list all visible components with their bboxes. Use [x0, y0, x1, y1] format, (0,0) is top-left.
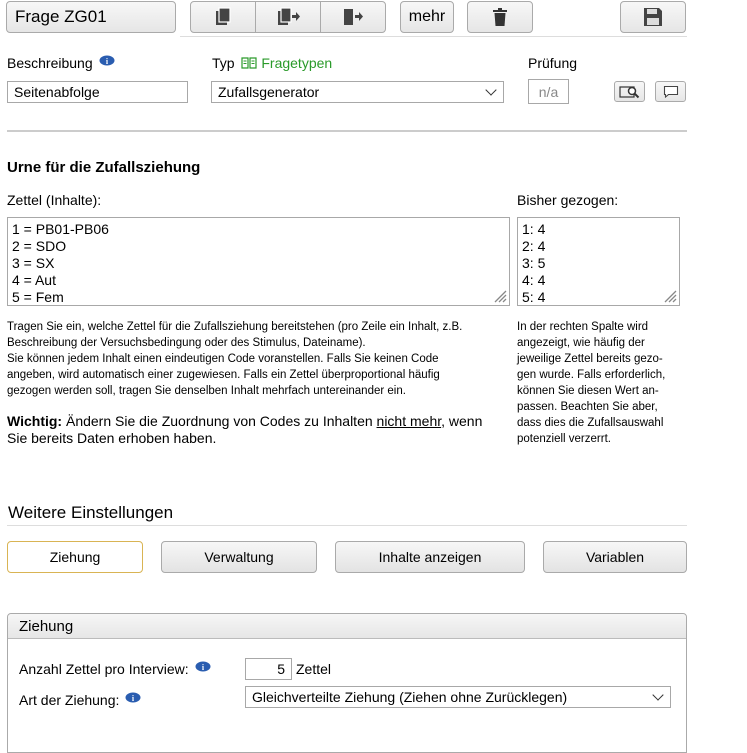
- tab-variablen[interactable]: Variablen: [543, 541, 687, 573]
- check-value: n/a: [538, 83, 559, 100]
- mode-label: Art der Ziehung:: [19, 692, 120, 708]
- info-icon[interactable]: [195, 661, 211, 672]
- item-line: 3 = SX: [12, 255, 55, 271]
- svg-text:i: i: [132, 694, 135, 703]
- description-label: Beschreibung: [7, 55, 93, 71]
- count-value: 5: [277, 661, 285, 677]
- count-unit: Zettel: [296, 661, 332, 677]
- save-icon: [643, 7, 663, 27]
- items-help-text: [7, 319, 512, 399]
- move-icon: [341, 7, 365, 27]
- info-icon[interactable]: [125, 692, 141, 703]
- item-line: 2 = SDO: [12, 238, 67, 254]
- resize-grip-icon[interactable]: [491, 287, 507, 303]
- items-label: Zettel (Inhalte):: [7, 192, 102, 208]
- warning-underline: nicht mehr: [376, 413, 442, 429]
- check-label: Prüfung: [528, 55, 578, 71]
- help-line: gezogen werden soll, tragen Sie denselben Inhalt mehrfach untereinander ein.: [7, 385, 406, 397]
- warning-text: Wichtig: Ändern Sie die Zuordnung von Codes zu Inhalten nicht mehr, wenn Sie bereits Daten erhoben haben.: [7, 413, 483, 446]
- drawn-help-text: [517, 319, 687, 447]
- chevron-down-icon: [652, 689, 663, 700]
- items-textarea[interactable]: [7, 217, 510, 306]
- comment-icon: [663, 85, 679, 98]
- mode-value: Gleichverteilte Ziehung (Ziehen ohne Zurücklegen): [252, 689, 568, 705]
- item-line: 5 = Fem: [12, 289, 64, 305]
- drawn-line: 2: 4: [522, 238, 546, 254]
- item-line: 1 = PB01-PB06: [12, 221, 109, 237]
- question-title-box[interactable]: [6, 1, 176, 33]
- help-line: Tragen Sie ein, welche Zettel für die Zufallsziehung bereitstehen (pro Zeile ein Inhalt, z.B.: [7, 321, 463, 333]
- drawn-label: Bisher gezogen:: [517, 192, 619, 208]
- check-field[interactable]: [528, 79, 569, 104]
- help-line: angeben, wird automatisch einer zugewiesen. Falls ein Zettel überproportional häufig: [7, 369, 440, 381]
- comment-button[interactable]: [655, 81, 686, 102]
- urn-heading: Urne für die Zufallsziehung: [7, 159, 201, 176]
- count-label: Anzahl Zettel pro Interview:: [19, 661, 189, 677]
- type-value: Zufallsgenerator: [218, 84, 320, 100]
- item-line: 4 = Aut: [12, 272, 56, 288]
- move-button[interactable]: [320, 1, 386, 33]
- side-help-line: angezeigt, wie häufig der: [517, 337, 645, 349]
- info-icon[interactable]: [99, 55, 115, 66]
- book-icon: [241, 57, 257, 69]
- toolbar-divider: [180, 36, 687, 37]
- chevron-down-icon: [485, 84, 496, 95]
- more-label: mehr: [408, 8, 446, 25]
- side-help-line: dass dies die Zufallsauswahl: [517, 417, 664, 429]
- copy-next-button[interactable]: [255, 1, 321, 33]
- draw-panel-header: [8, 614, 686, 639]
- side-help-line: passen. Beachten Sie aber,: [517, 401, 658, 413]
- type-select[interactable]: [211, 81, 504, 103]
- draw-panel-title: Ziehung: [19, 617, 74, 635]
- more-button[interactable]: [400, 1, 454, 33]
- section-divider: [7, 130, 687, 132]
- delete-button[interactable]: [467, 1, 533, 33]
- inspect-button[interactable]: [614, 81, 645, 102]
- tab-verwaltung[interactable]: Verwaltung: [161, 541, 317, 573]
- count-input[interactable]: [245, 658, 292, 680]
- side-help-line: In der rechten Spalte wird: [517, 321, 649, 333]
- description-value: Seitenabfolge: [14, 84, 100, 100]
- description-label-row: [7, 55, 115, 71]
- count-label-row: [19, 661, 211, 677]
- drawn-line: 3: 5: [522, 255, 546, 271]
- mode-label-row: [19, 692, 141, 708]
- side-help-line: potenziell verzerrt.: [517, 433, 611, 445]
- warning-bold: Wichtig:: [7, 413, 63, 429]
- help-line: Beschreibung der Versuchsbedingung oder des Stimulus, Dateiname).: [7, 337, 366, 349]
- trash-icon: [492, 8, 508, 26]
- tab-ziehung[interactable]: Ziehung: [7, 541, 143, 573]
- description-input[interactable]: [7, 81, 188, 103]
- drawn-line: 4: 4: [522, 272, 546, 288]
- help-line: Sie können jedem Inhalt einen eindeutigen Code voranstellen. Falls Sie keinen Code: [7, 353, 439, 365]
- tab-inhalte-anzeigen[interactable]: Inhalte anzeigen: [335, 541, 525, 573]
- more-settings-divider: [7, 525, 687, 526]
- drawn-textarea[interactable]: [517, 217, 680, 306]
- type-label: Typ: [212, 55, 235, 71]
- mode-select[interactable]: [245, 686, 671, 708]
- drawn-line: 5: 4: [522, 289, 546, 305]
- more-settings-heading: Weitere Einstellungen: [8, 503, 174, 522]
- side-help-line: jeweilige Zettel bereits gezo-: [517, 353, 663, 365]
- copy-icon: [214, 7, 232, 27]
- question-types-link[interactable]: Fragetypen: [261, 55, 333, 71]
- svg-text:i: i: [105, 57, 108, 66]
- svg-text:i: i: [201, 663, 204, 672]
- draw-panel: [7, 613, 687, 753]
- copy-next-icon: [276, 7, 300, 27]
- side-help-line: gen wurde. Falls erforderlich,: [517, 369, 666, 381]
- magnifier-icon: [619, 85, 641, 99]
- drawn-line: 1: 4: [522, 221, 546, 237]
- copy-button[interactable]: [190, 1, 256, 33]
- type-label-row: [212, 55, 332, 71]
- resize-grip-icon[interactable]: [661, 287, 677, 303]
- question-title: Frage ZG01: [15, 7, 107, 26]
- side-help-line: können Sie diesen Wert an-: [517, 385, 659, 397]
- save-button[interactable]: [620, 1, 686, 33]
